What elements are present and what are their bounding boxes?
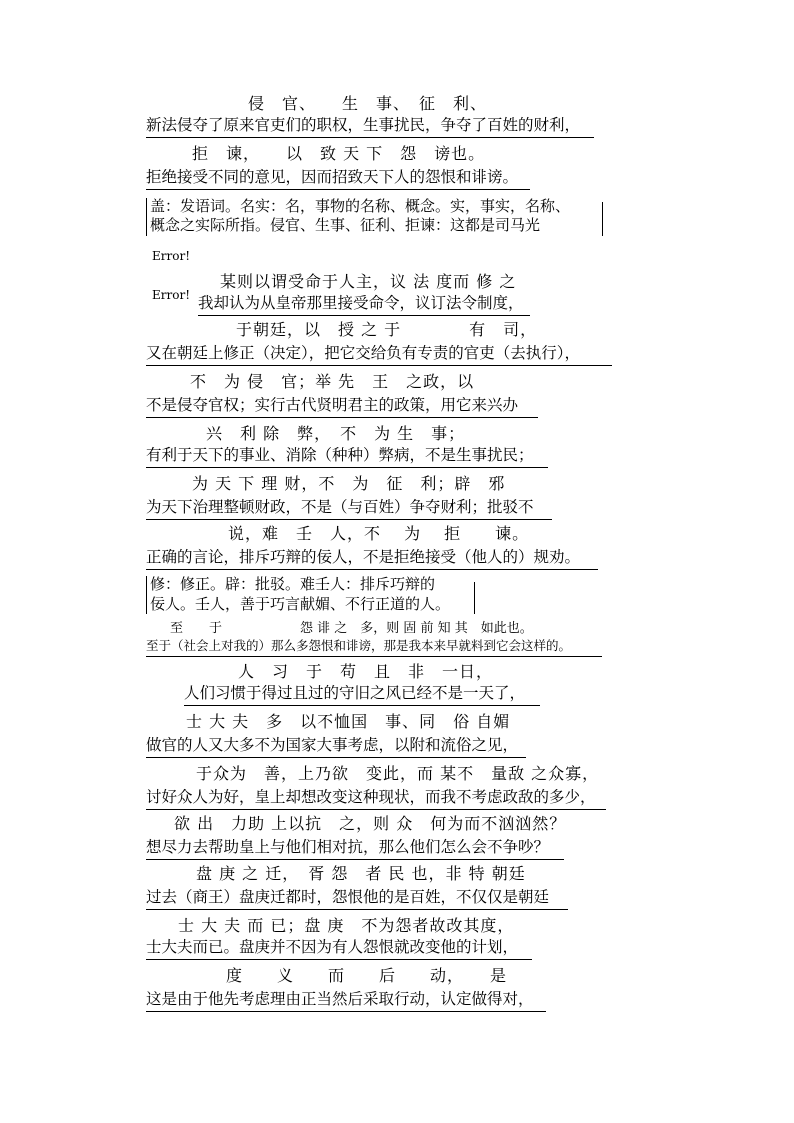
note-line-2: 概念之实际所指。侵官、生事、征利、拒谏：这都是司马光: [150, 216, 541, 234]
translation-line-6: 有利于天下的事业、消除（种种）弊病，不是生事扰民；: [146, 448, 548, 468]
original-line-1: 侵 官、 生 事、 征 利、: [248, 94, 488, 113]
translation-line-1: 新法侵夺了原来官吏们的职权，生事扰民，争夺了百姓的财利，: [146, 118, 594, 138]
translation-line-11: 做官的人又大多不为国家大事考虑，以附和流俗之见，: [146, 738, 526, 758]
error-text-1: Error!: [152, 249, 191, 263]
original-line-9: 至 于 怨 诽 之 多，则 固 前 知 其 如此也。: [170, 621, 533, 636]
original-line-7: 为 天 下 理 财，不 为 征 利；辟 邪: [192, 474, 506, 493]
translation-line-12: 讨好众人为好，皇上却想改变这种现状，而我不考虑政敌的多少，: [146, 790, 606, 810]
note-line-4: 佞人。壬人，善于巧言献媚、不行正道的人。: [150, 595, 451, 613]
note-bracket-right-2: [474, 582, 475, 614]
original-line-14: 盘 庚 之 迁， 胥 怨 者 民 也，非 特 朝廷: [196, 864, 526, 883]
original-line-8: 说，难 壬 人，不 为 拒 谏。: [228, 524, 530, 543]
original-line-3: 某则以谓受命于人主，议 法 度而 修 之: [220, 272, 517, 291]
translation-line-10: 人们习惯于得过且过的守旧之风已经不是一天了，: [184, 686, 540, 706]
translation-line-13: 想尽力去帮助皇上与他们相对抗，那么他们怎么会不争吵？: [146, 840, 564, 860]
translation-line-3: 我却认为从皇帝那里接受命令，议订法令制度，: [198, 296, 530, 316]
translation-line-4: 又在朝廷上修正（决定），把它交给负有专责的官吏（去执行），: [146, 346, 612, 366]
original-line-5: 不 为 侵 官；举 先 王 之政，以: [190, 372, 475, 391]
original-line-11: 士 大 夫 多 以不恤国 事、同 俗 自媚: [186, 712, 511, 731]
original-line-12: 于众为 善，上乃欲 变此，而 某不 量敌 之众寡，: [196, 764, 600, 783]
translation-line-7: 为天下治理整顿财政，不是（与百姓）争夺财利；批驳不: [146, 500, 552, 520]
original-line-2: 拒 谏， 以 致 天 下 怨 谤也。: [192, 144, 486, 163]
note-line-3: 修：修正。辟：批驳。难壬人：排斥巧辩的: [150, 575, 436, 593]
original-line-6: 兴 利 除 弊， 不 为 生 事；: [206, 424, 466, 443]
error-text-2: Error!: [152, 288, 191, 302]
note-bracket-right-1: [602, 202, 603, 236]
translation-line-15: 士大夫而已。盘庚并不因为有人怨恨就改变他的计划，: [146, 940, 532, 960]
original-line-15: 士 大 夫 而 已；盘 庚 不为怨者故改其度，: [178, 916, 515, 935]
original-line-4: 于朝廷，以 授 之 于 有 司，: [236, 320, 538, 339]
translation-line-16: 这是由于他先考虑理由正当然后采取行动，认定做得对，: [146, 992, 546, 1012]
translation-line-5: 不是侵夺官权；实行古代贤明君主的政策，用它来兴办: [146, 398, 538, 418]
note-bracket-left-1: [146, 198, 147, 236]
original-line-13: 欲 出 力助 上以抗 之，则 众 何为而不汹汹然？: [174, 814, 567, 833]
note-line-1: 盖：发语词。名实：名，事物的名称、概念。实，事实，名称、: [150, 197, 571, 215]
translation-line-8: 正确的言论，排斥巧辩的佞人，不是拒绝接受（他人的）规劝。: [146, 550, 598, 570]
original-line-16: 度 义 而 后 动， 是: [226, 966, 508, 985]
translation-line-14: 过去（商王）盘庚迁都时，怨恨他的是百姓，不仅仅是朝廷: [146, 890, 568, 910]
translation-line-9: 至于（社会上对我的）那么多怨恨和诽谤，那是我本来早就料到它会这样的。: [146, 640, 602, 657]
translation-line-2: 拒绝接受不同的意见，因而招致天下人的怨恨和诽谤。: [146, 170, 530, 190]
original-line-10: 人 习 于 苟 且 非 一日，: [238, 662, 494, 681]
note-bracket-left-2: [146, 576, 147, 614]
